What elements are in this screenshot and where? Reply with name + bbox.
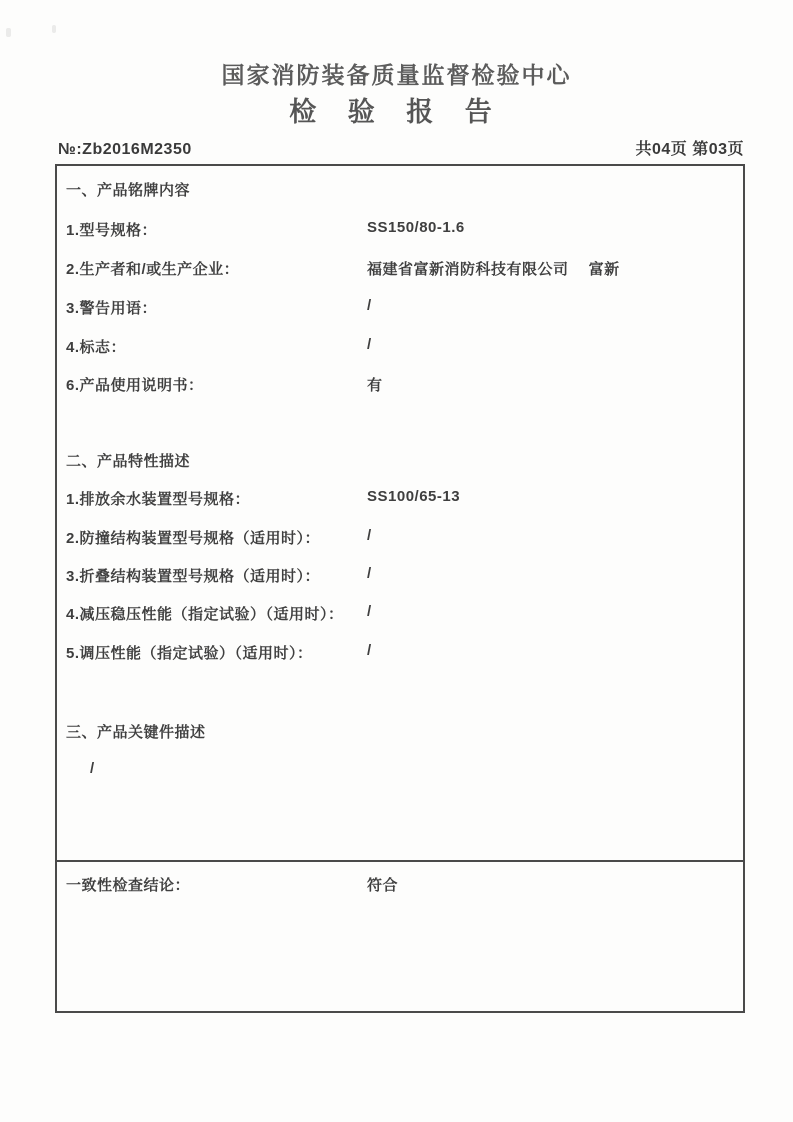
section-heading [57, 179, 743, 199]
conclusion-value: 符合 [367, 877, 399, 894]
report-title: 检 验 报 告 [289, 97, 504, 127]
section-heading [57, 721, 743, 741]
form-row [57, 642, 743, 662]
table-divider-line [56, 860, 744, 862]
field-value: / [367, 336, 372, 353]
field-label: 2.防撞结构装置型号规格（适用时）： [66, 530, 321, 547]
field-label: 6.产品使用说明书： [66, 377, 204, 394]
section-heading [57, 450, 743, 470]
page-indicator: 共04页 第03页 [635, 141, 744, 158]
form-row [57, 565, 743, 585]
form-row [57, 527, 743, 547]
form-row [57, 760, 743, 780]
meta-line [58, 136, 744, 159]
form-row [57, 374, 743, 394]
section-heading-text: 三、产品关键件描述 [66, 724, 206, 741]
field-value: / [90, 760, 95, 777]
field-label: 1.排放余水装置型号规格： [66, 491, 251, 508]
form-row [57, 258, 743, 278]
field-label: 3.折叠结构装置型号规格（适用时）： [66, 568, 321, 585]
field-label: 2.生产者和/或生产企业： [66, 261, 240, 278]
field-label: 1.型号规格： [66, 222, 158, 239]
field-label: 5.调压性能（指定试验）（适用时）： [66, 645, 313, 662]
section-heading-text: 二、产品特性描述 [66, 453, 191, 470]
report-number-label: №: [58, 141, 83, 158]
field-value: / [367, 603, 372, 620]
form-row [57, 297, 743, 317]
form-row [57, 488, 743, 508]
conclusion-label: 一致性检查结论： [66, 877, 191, 894]
section-heading-text: 一、产品铭牌内容 [66, 182, 191, 199]
field-value: / [367, 565, 372, 582]
scan-smudge [6, 28, 11, 37]
field-value: SS100/65-13 [367, 488, 461, 505]
field-label: 3.警告用语： [66, 300, 158, 317]
report-number [58, 141, 192, 159]
conclusion-row [57, 874, 743, 894]
organization-title: 国家消防装备质量监督检验中心 [221, 62, 572, 88]
field-value: SS150/80-1.6 [367, 219, 465, 236]
field-label: 4.减压稳压性能（指定试验）（适用时）： [66, 606, 344, 623]
form-row [57, 219, 743, 239]
form-row [57, 603, 743, 623]
form-row [57, 336, 743, 356]
field-value: 有 [367, 377, 383, 394]
field-value: 福建省富新消防科技有限公司 富新 [367, 261, 620, 278]
report-number-value: Zb2016M2350 [82, 141, 192, 158]
field-value: / [367, 527, 372, 544]
scan-smudge [52, 25, 56, 33]
field-value: / [367, 642, 372, 659]
report-table [55, 164, 745, 1013]
field-value: / [367, 297, 372, 314]
field-label: 4.标志： [66, 339, 127, 356]
